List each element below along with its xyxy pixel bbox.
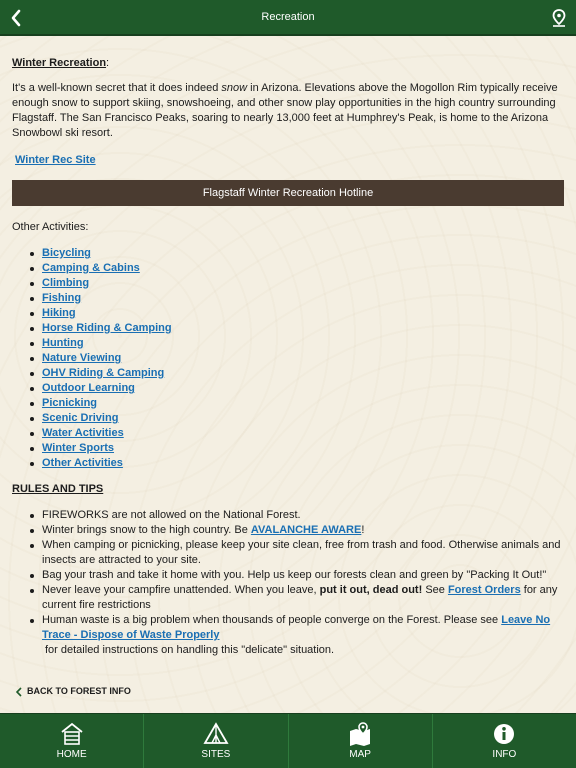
tab-info[interactable]: INFO xyxy=(432,714,576,768)
info-icon xyxy=(492,722,516,746)
activity-link[interactable]: Hunting xyxy=(42,337,84,349)
list-item xyxy=(30,366,564,381)
activity-link[interactable]: Fishing xyxy=(42,292,82,304)
list-item xyxy=(30,246,564,261)
tent-icon xyxy=(203,722,229,746)
bottom-tab-bar xyxy=(0,713,576,768)
leave-no-trace-link[interactable]: Leave No Trace - Dispose of Waste Properly xyxy=(42,614,551,641)
rule-item: FIREWORKS are not allowed on the National Forest. xyxy=(30,508,564,523)
list-item xyxy=(30,336,564,351)
list-item xyxy=(30,426,564,441)
chevron-left-icon xyxy=(10,9,22,27)
list-item xyxy=(30,351,564,366)
top-navigation-bar xyxy=(0,0,576,36)
chevron-left-icon xyxy=(16,687,22,697)
home-icon xyxy=(60,722,84,746)
list-item xyxy=(30,261,564,276)
tab-sites[interactable]: SITES xyxy=(143,714,287,768)
map-icon xyxy=(348,722,372,746)
list-item xyxy=(30,456,564,471)
list-item xyxy=(30,291,564,306)
tab-home[interactable]: HOME xyxy=(0,714,143,768)
activity-link[interactable]: OHV Riding & Camping xyxy=(42,367,165,379)
back-button[interactable] xyxy=(6,7,26,29)
activity-link[interactable]: Camping & Cabins xyxy=(42,262,140,274)
list-item xyxy=(30,396,564,411)
rule-item: Never leave your campfire unattended. When you leave, put it out, dead out! See Forest Orders for any current fire restrictions xyxy=(30,583,564,613)
map-pin-icon xyxy=(552,9,566,27)
rules-list xyxy=(12,508,564,658)
list-item xyxy=(30,411,564,426)
winter-hotline-button[interactable]: Flagstaff Winter Recreation Hotline xyxy=(12,180,564,206)
rule-item: Bag your trash and take it home with you. Help us keep our forests clean and green by "Packing It Out!" xyxy=(30,568,564,583)
rule-item: Human waste is a big problem when thousands of people converge on the Forest. Please see Leave No Trace - Dispose of Waste Properly for detailed instructions on handling this "delicate" situation. xyxy=(30,613,564,658)
list-item xyxy=(30,321,564,336)
content-area xyxy=(0,36,576,713)
activity-link[interactable]: Scenic Driving xyxy=(42,412,119,424)
activity-link[interactable]: Nature Viewing xyxy=(42,352,122,364)
winter-description: It's a well-known secret that it does indeed snow in Arizona. Elevations above the Mogollon Rim typically receive enough snow to support skiing, snowshoeing, and other snow play opportunities in the high country surrounding Flagstaff. The San Francisco Peaks, soaring to nearly 13,000 feet at Humphrey's Peak, is home to the Arizona Snowbowl ski resort. xyxy=(12,82,558,139)
activity-link[interactable]: Outdoor Learning xyxy=(42,382,135,394)
winter-rec-site-link[interactable]: Winter Rec Site xyxy=(15,154,96,166)
activity-link[interactable]: Horse Riding & Camping xyxy=(42,322,172,334)
activity-link[interactable]: Water Activities xyxy=(42,427,124,439)
other-activities-label: Other Activities: xyxy=(12,221,89,233)
activity-link[interactable]: Picnicking xyxy=(42,397,98,409)
activity-link[interactable]: Climbing xyxy=(42,277,90,289)
list-item xyxy=(30,306,564,321)
rule-item: Winter brings snow to the high country. Be AVALANCHE AWARE! xyxy=(30,523,564,538)
winter-recreation-heading: Winter Recreation: xyxy=(12,57,110,69)
back-to-forest-info-link[interactable]: BACK TO FOREST INFO xyxy=(16,684,564,699)
page-title: Recreation xyxy=(261,11,315,23)
activity-link[interactable]: Bicycling xyxy=(42,247,91,259)
list-item xyxy=(30,381,564,396)
activity-link[interactable]: Winter Sports xyxy=(42,442,115,454)
activity-link[interactable]: Other Activities xyxy=(42,457,123,469)
list-item xyxy=(30,441,564,456)
activity-link[interactable]: Hiking xyxy=(42,307,76,319)
location-button[interactable] xyxy=(550,7,568,29)
forest-orders-link[interactable]: Forest Orders xyxy=(447,584,521,596)
tab-map[interactable]: MAP xyxy=(288,714,432,768)
rules-heading: RULES AND TIPS xyxy=(12,483,104,495)
list-item xyxy=(30,276,564,291)
avalanche-aware-link[interactable]: AVALANCHE AWARE xyxy=(250,524,362,536)
activities-list xyxy=(12,246,564,471)
rule-item: When camping or picnicking, please keep your site clean, free from trash and food. Otherwise animals and insects are attracted to your site. xyxy=(30,538,564,568)
